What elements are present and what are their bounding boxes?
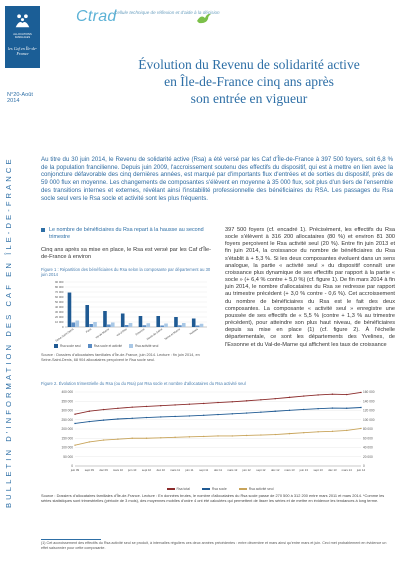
y-tick-label: 10 000	[54, 320, 64, 324]
data-point	[360, 407, 361, 408]
bar	[200, 324, 204, 327]
bar	[125, 325, 129, 327]
data-point	[217, 402, 218, 403]
data-point	[103, 439, 104, 440]
y-right-tick-label: 40 000	[363, 445, 373, 450]
data-point	[232, 413, 233, 414]
x-tick-label: Paris	[85, 327, 93, 334]
logo-line2: les Caf en Île-de-France	[8, 46, 37, 56]
data-point	[260, 411, 261, 412]
bar	[139, 316, 143, 327]
x-tick-label: juin 09	[70, 468, 80, 472]
data-point	[303, 432, 304, 433]
caf-logo	[5, 6, 40, 68]
data-point	[74, 423, 75, 424]
data-point	[289, 433, 290, 434]
y-left-tick-label: 400 000	[61, 390, 73, 395]
section-heading	[41, 227, 211, 240]
legend-item-activite-line	[239, 487, 274, 491]
square-bullet-icon	[41, 228, 45, 232]
bar	[146, 323, 150, 327]
data-point	[174, 416, 175, 417]
y-tick-label: 90 000	[54, 280, 64, 284]
bar	[182, 323, 186, 327]
legend-label-socle: Rsa socle seul	[60, 344, 81, 348]
title-line-2: en Île-de-France cinq ans après	[164, 74, 334, 89]
x-tick-label: Hauts-de-Seine	[146, 327, 164, 342]
x-tick-label: déc 10	[156, 468, 166, 472]
x-tick-label: sept 09	[84, 468, 94, 472]
x-tick-label: juin 11	[185, 468, 194, 472]
y-left-tick-label: 50 000	[63, 454, 73, 459]
data-point	[232, 435, 233, 436]
data-point	[203, 415, 204, 416]
footnote: (1) Cet accroissement des effectifs du Rsa activité seul se produit, à intervalles réguliers ces deux années précédentes : entre décembre et mars ainsi qu'entre mars et juin. Ceci met probablement en évidence un effet saisonnier pour cette composante.	[41, 541, 387, 550]
x-tick-label: Seine-Saint-Denis	[54, 327, 75, 343]
y-right-tick-label: 160 000	[363, 390, 375, 395]
data-point	[332, 394, 333, 395]
x-tick-label: mars 14	[341, 468, 352, 472]
issue-number: N°20-Août 2014	[7, 92, 33, 104]
x-tick-label: déc 13	[328, 468, 337, 472]
series-line	[75, 392, 361, 414]
bar	[85, 305, 89, 327]
x-tick-label: sept 12	[256, 468, 266, 472]
title-line-1: Évolution du Revenu de solidarité active	[138, 57, 360, 72]
legend-item-socle-activite	[88, 344, 122, 348]
y-left-tick-label: 100 000	[61, 445, 73, 450]
footnote-divider	[41, 539, 101, 540]
data-point	[317, 431, 318, 432]
section-heading-text: Le nombre de bénéficiaires du Rsa repart à la hausse au second trimestre	[49, 227, 204, 240]
y-right-tick-label: 120 000	[363, 408, 375, 413]
y-tick-label: 50 000	[54, 300, 64, 304]
x-tick-label: Val-d'Oise	[116, 327, 128, 338]
x-tick-label: juin 13	[299, 468, 308, 472]
data-point	[103, 419, 104, 420]
legend-item-socle-line	[202, 487, 227, 491]
legend-label-total: Rsa total	[176, 487, 190, 491]
data-point	[260, 399, 261, 400]
data-point	[117, 418, 118, 419]
figure2-legend	[60, 487, 380, 491]
data-point	[117, 438, 118, 439]
figure1-legend	[54, 344, 204, 348]
data-point	[246, 435, 247, 436]
y-tick-label: 0	[61, 325, 64, 329]
figure1-source: Source : Dossiers d'allocataires familiales d'Île-de-France, juin 2014. Lecture : fin juin 2014, en Seine-Saint-Denis, 68 904 allocataires perçoivent le Rsa socle seul.	[41, 353, 200, 362]
data-point	[217, 435, 218, 436]
data-point	[360, 392, 361, 393]
data-point	[74, 444, 75, 445]
data-point	[303, 395, 304, 396]
data-point	[332, 407, 333, 408]
y-left-tick-label: 350 000	[61, 399, 73, 404]
figure2-source: Source : Dossiers d'allocataires familiales d'Île-de-France. Lecture : En données brutes, le nombre d'allocataires du Rsa socle passe de 270 500 à 312 200 entre mars 2011 et mars 2014. *Comme les séries statistiques sont trimestrielles (période de 3 mois), des moyennes mobiles d'ordre 4 ont été calculées qui permettent de lisser les séries et de mettre en évidence les tendances à long terme.	[41, 493, 385, 503]
y-left-tick-label: 250 000	[61, 417, 73, 422]
data-point	[189, 415, 190, 416]
y-left-tick-label: 150 000	[61, 436, 73, 441]
bar	[178, 325, 182, 327]
legend-item-socle	[54, 344, 81, 348]
data-point	[89, 411, 90, 412]
legend-label-activite: Rsa activité seul	[135, 344, 159, 348]
data-point	[146, 417, 147, 418]
data-point	[275, 411, 276, 412]
data-point	[203, 436, 204, 437]
bar	[72, 323, 76, 328]
series-line	[75, 408, 361, 424]
bar	[93, 322, 97, 327]
data-point	[89, 421, 90, 422]
legend-label-socle-line: Rsa socle	[211, 487, 227, 491]
brand-subtitle: Cellule technique de réflexion et d'aide à la décision	[114, 10, 220, 15]
bar	[164, 324, 168, 328]
bar	[143, 325, 147, 327]
bar	[89, 324, 93, 327]
data-point	[146, 406, 147, 407]
bar	[174, 317, 178, 327]
data-point	[317, 408, 318, 409]
data-point	[275, 398, 276, 399]
y-left-tick-label: 0	[71, 464, 73, 469]
data-point	[303, 409, 304, 410]
y-tick-label: 40 000	[54, 305, 64, 309]
series-line	[75, 428, 361, 445]
bar	[129, 323, 133, 327]
data-point	[360, 428, 361, 429]
bar	[75, 321, 79, 328]
data-point	[174, 404, 175, 405]
data-point	[246, 412, 247, 413]
x-tick-label: juin 14	[356, 468, 366, 472]
x-tick-label: sept 11	[199, 468, 209, 472]
data-point	[332, 431, 333, 432]
data-point	[246, 400, 247, 401]
bar	[160, 326, 164, 328]
y-right-tick-label: 140 000	[363, 399, 375, 404]
data-point	[103, 409, 104, 410]
legend-item-total	[167, 487, 190, 491]
x-tick-label: déc 12	[270, 468, 280, 472]
intro-paragraph: Au titre du 30 juin 2014, le Revenu de solidarité active (Rsa) a été versé par les Caf d'Île-de-France à 397 500 foyers, soit 6,8 % de la population francilienne. Depuis juin 2009, l'accroissement soutenu des effectifs du dispositif, qui est à mettre en lien avec la conjoncture défavorable des cinq dernières années, est marqué par d'importants flux d'entrées et de sorties du dispositif, près de 59 000 flux en moyenne. Les changements de composantes s'élèvent en moyenne à 35 000 flux, soit plus d'un tiers de l'ensemble des transitions internes et externes, révélant ainsi l'instabilité professionnelle des bénéficiaires du RSA. Les passages du Rsa socle seul vers le Rsa socle et activité sont les plus fréquents.	[41, 156, 393, 202]
y-tick-label: 20 000	[54, 315, 64, 319]
data-point	[260, 434, 261, 435]
x-tick-label: déc 11	[213, 468, 223, 472]
data-point	[189, 404, 190, 405]
x-tick-label: juin 12	[242, 468, 251, 472]
left-band	[0, 0, 36, 567]
y-right-tick-label: 0	[363, 464, 365, 469]
data-point	[117, 408, 118, 409]
right-body-text: 397 500 foyers (cf. encadré 1). Précisément, les effectifs du Rsa socle s'élèvent à 316 200 allocataires (80 %) et environ 81 300 foyers perçoivent le Rsa activité seul (20 %). Entre fin juin 2013 et fin juin 2014, la croissance du nombre de bénéficiaires du Rsa s'établit à + 5,3 %. Si les deux composantes évoluent dans un sens analogue, la partie « activité seul » du dispositif connaît une croissance plus dynamique de ses effectifs par rapport à la partie « socle » (+ 6,4 % contre + 5,0 %) (cf. figure 1). De fin mars 2014 à fin juin 2014, le nombre d'allocataires du Rsa se redresse par rapport au trimestre précédent (+ 3,0 % contre - 0,6 %). Cet accroissement du nombre de bénéficiaires du Rsa est le fait des deux composantes. La composante « activité seul » enregistre une poussée de ses effectifs de « 5,5 % (contre + 1,3 % au trimestre précédent), pour atteindre son plus haut niveau, de bénéficiaires depuis sa mise en place (1) (cf. figure 2). À l'échelle départementale, ce sont les départements des Yvelines, de l'Essonne et du Val-de-Marne qui affichent les taux de croissance	[225, 227, 395, 348]
data-point	[317, 394, 318, 395]
y-tick-label: 30 000	[54, 310, 64, 314]
data-point	[132, 438, 133, 439]
y-tick-label: 80 000	[54, 285, 64, 289]
bar	[103, 311, 107, 327]
y-left-tick-label: 200 000	[61, 427, 73, 432]
page-title	[104, 56, 394, 107]
data-point	[160, 416, 161, 417]
left-body-text: Cinq ans après sa mise en place, le Rsa est versé par les Caf d'Île-de-France à environ	[41, 247, 211, 261]
y-tick-label: 60 000	[54, 295, 64, 299]
bird-icon	[196, 12, 212, 26]
y-right-tick-label: 100 000	[363, 417, 375, 422]
x-tick-label: Yvelines	[188, 327, 199, 337]
bar	[107, 325, 111, 328]
bar	[111, 323, 115, 328]
data-point	[289, 397, 290, 398]
legend-item-activite	[129, 344, 158, 348]
x-tick-label: juin 10	[128, 468, 137, 472]
data-point	[74, 414, 75, 415]
x-tick-label: Val-de-Marne	[95, 327, 110, 340]
legend-label-socle-activite: Rsa socle et activité	[93, 344, 123, 348]
data-point	[275, 434, 276, 435]
data-point	[217, 414, 218, 415]
right-column	[225, 227, 395, 349]
x-tick-label: mars 10	[112, 468, 123, 472]
legend-label-activite-line: Rsa activité seul	[248, 487, 274, 491]
data-point	[146, 438, 147, 439]
bar	[121, 314, 125, 328]
bar	[68, 293, 72, 327]
x-tick-label: mars 13	[284, 468, 295, 472]
data-point	[132, 406, 133, 407]
figure2-caption: Figure 2. Évolution trimestrielle du Rsa (ou du Rsa) par Rsa socle et nombre d'allocataires du Rsa activité seul	[41, 381, 246, 386]
data-point	[89, 441, 90, 442]
vertical-label-text: BULLETIN D'INFORMATION DES CAF EN ÎLE-DE-FRANCE	[4, 156, 13, 508]
data-point	[346, 408, 347, 409]
figure1-bar-chart	[41, 279, 211, 349]
data-point	[174, 437, 175, 438]
x-tick-label: déc 09	[99, 468, 108, 472]
logo-line1: ALLOCATIONS FAMILIALES	[13, 33, 32, 40]
x-tick-label: mars 11	[170, 468, 181, 472]
bar	[196, 326, 200, 328]
y-right-tick-label: 20 000	[363, 454, 373, 459]
figure1-caption: Figure 1 : Répartition des bénéficiaires du Rsa selon la composante par département au 30 juin 2014	[41, 267, 211, 278]
caf-family-icon	[14, 12, 31, 29]
data-point	[346, 430, 347, 431]
data-point	[189, 436, 190, 437]
data-point	[160, 437, 161, 438]
y-right-tick-label: 60 000	[363, 436, 373, 441]
data-point	[132, 418, 133, 419]
x-tick-label: sept 10	[141, 468, 152, 472]
vertical-label	[4, 108, 16, 508]
y-left-tick-label: 300 000	[61, 408, 73, 413]
bar	[156, 316, 160, 327]
x-tick-label: Seine-et-Marne	[164, 327, 181, 341]
bar	[192, 319, 196, 328]
data-point	[232, 401, 233, 402]
data-point	[289, 410, 290, 411]
y-right-tick-label: 80 000	[363, 427, 373, 432]
x-tick-label: Essonne	[135, 327, 146, 337]
brand-name: Ctrad	[76, 8, 117, 25]
title-line-3: son entrée en vigueur	[190, 91, 308, 106]
data-point	[160, 405, 161, 406]
x-tick-label: mars 12	[227, 468, 238, 472]
y-tick-label: 70 000	[54, 290, 64, 294]
figure2-line-chart	[41, 388, 396, 490]
data-point	[346, 394, 347, 395]
left-column	[41, 227, 211, 262]
x-tick-label: sept 13	[313, 468, 323, 472]
data-point	[203, 403, 204, 404]
